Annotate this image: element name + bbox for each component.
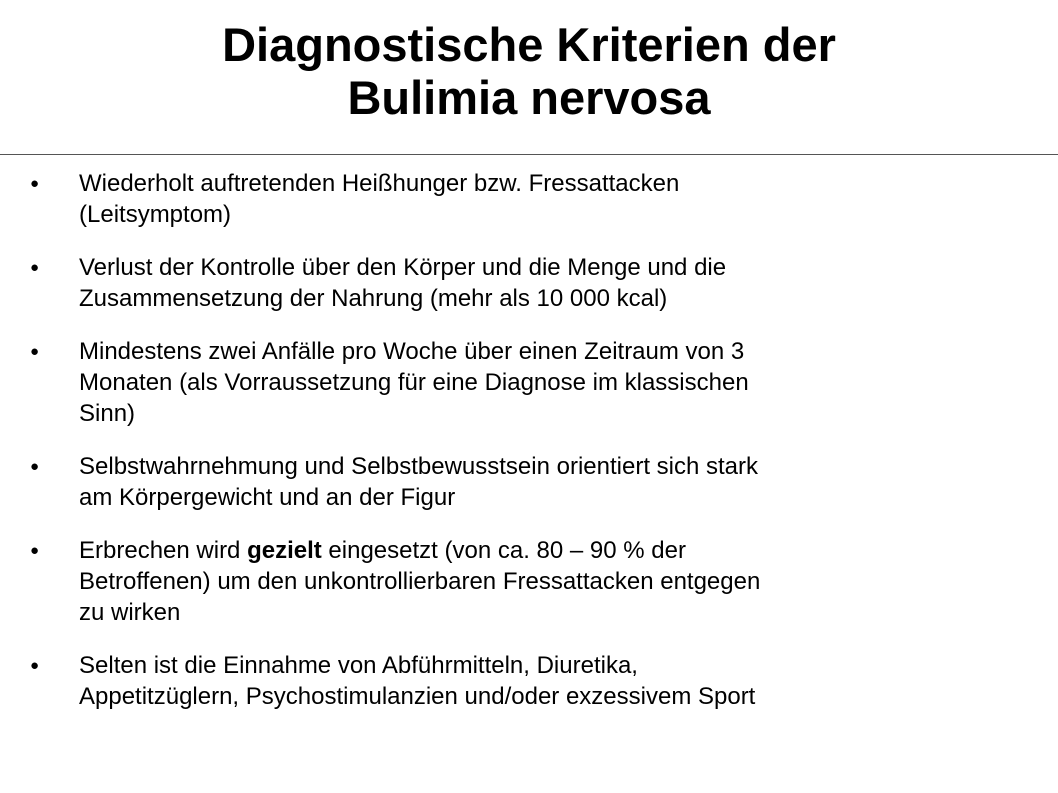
bullet-text bbox=[79, 537, 760, 626]
bullet-dot-icon: ● bbox=[30, 458, 40, 475]
bullet-dot-icon: ● bbox=[30, 259, 40, 276]
bullet-text bbox=[79, 170, 679, 228]
bullet-item-3 bbox=[0, 336, 1058, 429]
bullet-item-5 bbox=[0, 535, 1058, 628]
bullet-line: zu wirken bbox=[79, 599, 181, 626]
bullet-line: Zusammensetzung der Nahrung (mehr als 10 000 kcal) bbox=[79, 285, 668, 312]
bullet-item-2 bbox=[0, 252, 1058, 314]
bullet-line: Mindestens zwei Anfälle pro Woche über einen Zeitraum von 3 bbox=[79, 338, 745, 365]
bullet-line-end: eingesetzt (von ca. 80 – 90 % der bbox=[321, 537, 686, 564]
bullet-line: Appetitzüglern, Psychostimulanzien und/oder exzessivem Sport bbox=[79, 683, 756, 710]
bullet-line: (Leitsymptom) bbox=[79, 201, 232, 228]
title-divider bbox=[0, 154, 1058, 155]
bullet-item-6 bbox=[0, 650, 1058, 712]
bullet-item-1 bbox=[0, 168, 1058, 230]
bullet-line-start: Erbrechen wird bbox=[79, 537, 248, 564]
slide-title bbox=[0, 18, 1058, 124]
bullet-line: Verlust der Kontrolle über den Körper und die Menge und die bbox=[79, 254, 727, 281]
slide-title-line-2: Bulimia nervosa bbox=[347, 71, 711, 124]
bullet-text bbox=[79, 338, 749, 427]
bullet-text bbox=[79, 254, 726, 312]
bullet-line: am Körpergewicht und an der Figur bbox=[79, 484, 456, 511]
slide-title-line-1: Diagnostische Kriterien der bbox=[222, 18, 836, 71]
bullet-text bbox=[79, 453, 758, 511]
bullet-line: Sinn) bbox=[79, 400, 136, 427]
bullet-line: Selbstwahrnehmung und Selbstbewusstsein orientiert sich stark bbox=[79, 453, 759, 480]
bullet-text bbox=[79, 652, 755, 710]
bullet-item-4 bbox=[0, 451, 1058, 513]
bullet-dot-icon: ● bbox=[30, 657, 40, 674]
bullet-dot-icon: ● bbox=[30, 175, 40, 192]
bullet-list bbox=[0, 168, 1058, 734]
bullet-line: Monaten (als Vorraussetzung für eine Diagnose im klassischen bbox=[79, 369, 749, 396]
bullet-line: Betroffenen) um den unkontrollierbaren Fressattacken entgegen bbox=[79, 568, 761, 595]
bullet-dot-icon: ● bbox=[30, 343, 40, 360]
bullet-dot-icon: ● bbox=[30, 542, 40, 559]
emphasis-gezielt: gezielt bbox=[247, 537, 322, 564]
bullet-line: Selten ist die Einnahme von Abführmitteln, Diuretika, bbox=[79, 652, 638, 679]
bullet-line: Wiederholt auftretenden Heißhunger bzw. Fressattacken bbox=[79, 170, 680, 197]
